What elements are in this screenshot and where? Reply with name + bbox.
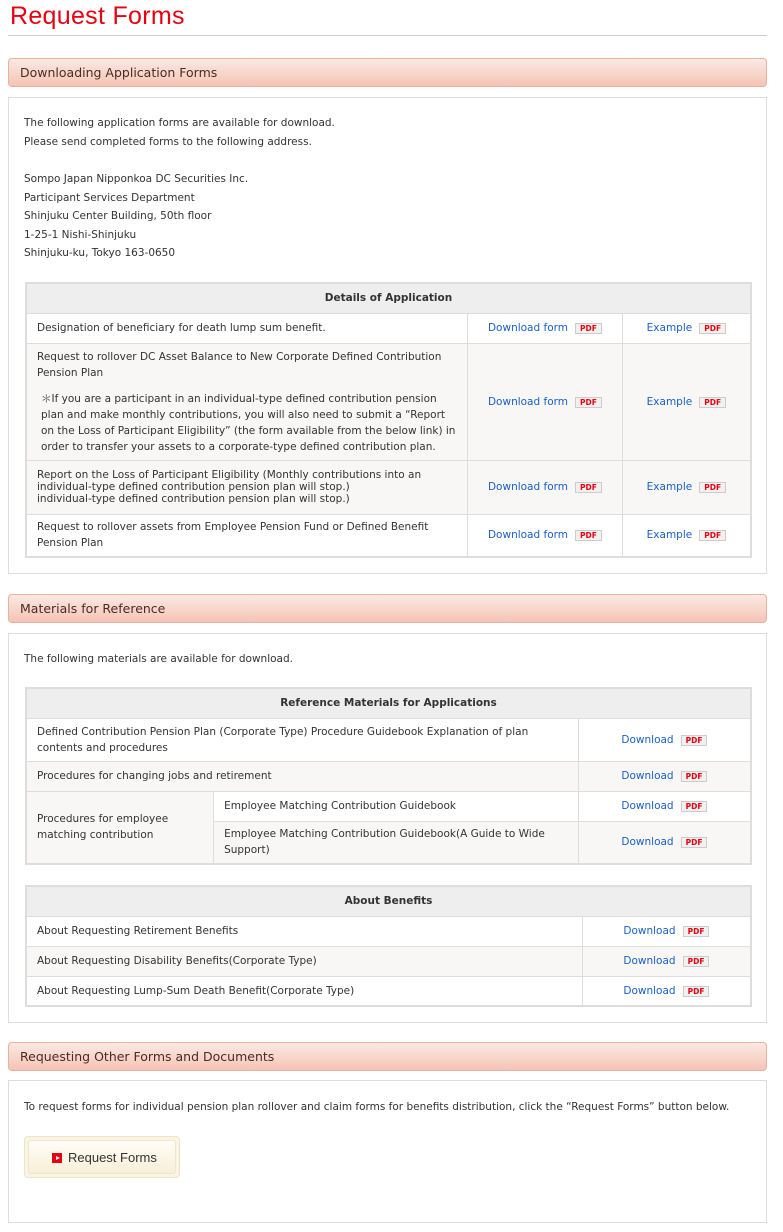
mailing-address	[24, 170, 248, 263]
pdf-icon: PDF	[683, 986, 710, 997]
download-link[interactable]: Download	[621, 770, 674, 782]
pdf-icon: PDF	[683, 926, 710, 937]
table-row	[26, 976, 751, 1006]
reference-materials-table	[25, 687, 752, 865]
download-link[interactable]: Download	[623, 984, 676, 997]
download-link[interactable]: Download	[621, 733, 674, 746]
play-arrow-icon	[52, 1153, 62, 1163]
intro-line: Please send completed forms to the following address.	[24, 135, 312, 148]
pdf-icon: PDF	[575, 530, 602, 541]
page-title: Request Forms	[10, 2, 185, 30]
download-link[interactable]: Download	[623, 925, 676, 937]
table-row	[26, 761, 751, 791]
section-downloading-forms	[8, 97, 767, 574]
row-label: Procedures for changing jobs and retirement	[26, 761, 578, 791]
download-link[interactable]: Download	[621, 836, 674, 849]
section-other-forms	[8, 1080, 767, 1223]
example-link[interactable]: Example	[646, 481, 693, 493]
download-form-link[interactable]: Download form	[487, 481, 568, 493]
pdf-icon: PDF	[575, 323, 602, 334]
row-label: Employee Matching Contribution Guidebook	[214, 791, 579, 821]
pdf-icon: PDF	[681, 771, 708, 782]
table-row	[26, 916, 751, 946]
address-line: 1-25-1 Nishi-Shinjuku	[24, 228, 137, 241]
section-heading-materials: Materials for Reference	[8, 594, 767, 623]
pdf-icon: PDF	[683, 956, 710, 967]
table-row	[26, 791, 751, 821]
table-header: Details of Application	[26, 283, 751, 313]
download-form-link[interactable]: Download form	[487, 395, 568, 408]
button-label: Request Forms	[68, 1150, 157, 1165]
address-line: Sompo Japan Nipponkoa DC Securities Inc.	[24, 173, 249, 185]
download-form-link[interactable]: Download form	[487, 322, 568, 334]
address-line: Shinjuku-ku, Tokyo 163-0650	[24, 247, 176, 260]
download-link[interactable]: Download	[621, 800, 674, 812]
address-line: Shinjuku Center Building, 50th floor	[24, 210, 212, 223]
row-label: About Requesting Lump-Sum Death Benefit(Corporate Type)	[26, 976, 582, 1006]
about-benefits-table	[25, 885, 752, 1007]
divider	[8, 35, 767, 36]
section-heading-other-forms: Requesting Other Forms and Documents	[8, 1042, 767, 1071]
table-row	[26, 343, 751, 460]
pdf-icon: PDF	[699, 530, 726, 541]
row-label: About Requesting Disability Benefits(Corporate Type)	[26, 946, 582, 976]
group-label: Procedures for employee matching contribution	[26, 791, 214, 864]
row-label-repeat: individual-type defined contribution pension plan will stop.)	[37, 493, 350, 505]
intro-text	[24, 114, 335, 151]
pdf-icon: PDF	[681, 837, 708, 848]
row-label: Designation of beneficiary for death lump sum benefit.	[26, 313, 468, 343]
pdf-icon: PDF	[681, 735, 708, 746]
pdf-icon: PDF	[681, 801, 708, 812]
table-row	[26, 514, 751, 557]
pdf-icon: PDF	[699, 482, 726, 493]
pdf-icon: PDF	[575, 482, 602, 493]
row-label: Defined Contribution Pension Plan (Corporate Type) Procedure Guidebook Explanation of plan contents and procedures	[26, 718, 578, 761]
row-label: Report on the Loss of Participant Eligibility (Monthly contributions into an individual-type defined contribution pension plan will stop.)	[37, 469, 422, 493]
table-row	[26, 946, 751, 976]
application-details-table	[25, 282, 752, 558]
row-label: About Requesting Retirement Benefits	[26, 916, 582, 946]
download-link[interactable]: Download	[623, 955, 676, 967]
intro-line: The following application forms are available for download.	[24, 117, 335, 129]
request-forms-button[interactable]	[24, 1136, 180, 1178]
row-label: Request to rollover DC Asset Balance to New Corporate Defined Contribution Pension Plan	[37, 350, 442, 379]
example-link[interactable]: Example	[646, 529, 693, 542]
row-label: Employee Matching Contribution Guidebook(A Guide to Wide Support)	[214, 821, 579, 864]
example-link[interactable]: Example	[646, 322, 693, 334]
section-heading-downloading: Downloading Application Forms	[8, 58, 767, 87]
intro-text: To request forms for individual pension plan rollover and claim forms for benefits distribution, click the “Request Forms” button below.	[24, 1101, 730, 1113]
pdf-icon: PDF	[699, 323, 726, 334]
pdf-icon: PDF	[575, 397, 602, 408]
example-link[interactable]: Example	[646, 395, 693, 408]
download-form-link[interactable]: Download form	[487, 529, 568, 542]
table-row	[26, 718, 751, 761]
section-materials	[8, 633, 767, 1023]
intro-text: The following materials are available for download.	[24, 653, 293, 665]
table-header: Reference Materials for Applications	[26, 688, 751, 718]
table-row	[26, 313, 751, 343]
pdf-icon: PDF	[699, 397, 726, 408]
address-line: Participant Services Department	[24, 191, 195, 204]
row-label: Request to rollover assets from Employee Pension Fund or Defined Benefit Pension Plan	[26, 514, 468, 557]
row-note: ＊If you are a participant in an individual-type defined contribution pension plan and make monthly contributions, you will also need to submit a “Report on the Loss of Participant Eligibility” (the form available from the below link) in order to transfer your assets to a corporate-type defined contribution plan.	[41, 392, 456, 453]
table-header: About Benefits	[26, 886, 751, 916]
table-row	[26, 460, 751, 514]
